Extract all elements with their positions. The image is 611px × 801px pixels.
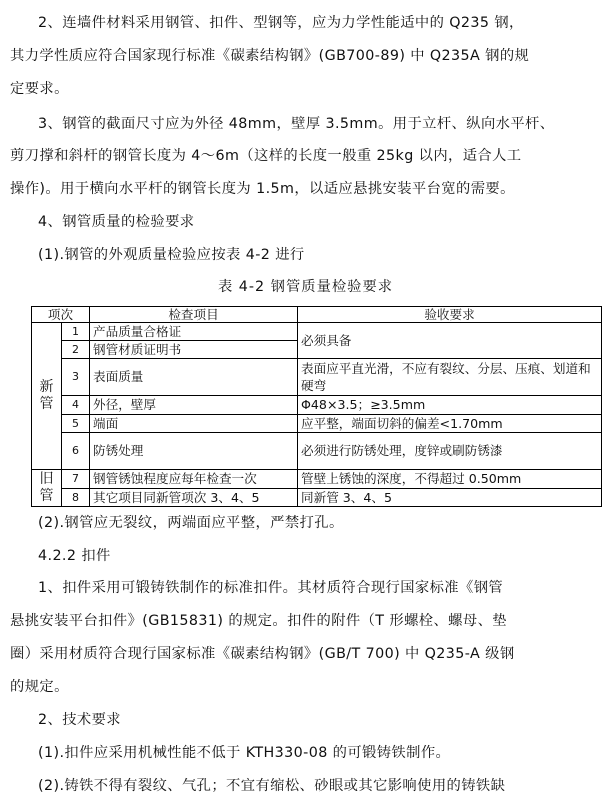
table-row xyxy=(32,359,602,396)
check-item: 端面 xyxy=(90,415,298,433)
table-row xyxy=(32,470,602,489)
section-1-line-4: 的规定。 xyxy=(10,679,69,695)
section-2-heading: 2、技术要求 xyxy=(38,712,121,728)
inspection-table xyxy=(31,306,602,507)
section-1-line-2: 悬挑安装平台扣件》(GB15831) 的规定。扣件的附件（T 形螺栓、螺母、垫 xyxy=(10,613,507,629)
row-number: 1 xyxy=(62,323,90,341)
paragraph-4-heading: 4、钢管质量的检验要求 xyxy=(38,214,195,230)
check-item: 其它项目同新管项次 3、4、5 xyxy=(90,489,298,507)
paragraph-2-line-2: 其力学性质应符合国家现行标准《碳素结构钢》(GB700-89) 中 Q235A 钢的规 xyxy=(10,48,530,64)
table-row xyxy=(32,433,602,470)
paragraph-4-item-2: (2).钢管应无裂纹，两端面应平整，严禁打孔。 xyxy=(38,515,344,531)
accept-requirement: 表面应平直光滑，不应有裂纹、分层、压痕、划道和硬弯 xyxy=(298,359,602,396)
row-number: 8 xyxy=(62,489,90,507)
paragraph-3-line-3: 操作)。用于横向水平杆的钢管长度为 1.5m，以适应悬挑安装平台宽的需要。 xyxy=(10,181,515,197)
row-number: 6 xyxy=(62,433,90,470)
accept-requirement: Φ48×3.5；≥3.5mm xyxy=(298,396,602,415)
accept-requirement: 必须进行防锈处理，度锌或刷防锈漆 xyxy=(298,433,602,470)
header-check: 检查项目 xyxy=(90,307,298,323)
row-number: 3 xyxy=(62,359,90,396)
accept-requirement: 管壁上锈蚀的深度，不得超过 0.50mm xyxy=(298,470,602,489)
section-2-item-2: (2).铸铁不得有裂纹、气孔；不宜有缩松、砂眼或其它影响使用的铸铁缺 xyxy=(38,778,506,794)
table-row xyxy=(32,323,602,341)
row-number: 4 xyxy=(62,396,90,415)
accept-requirement: 必须具备 xyxy=(298,323,602,359)
section-heading-4-2-2: 4.2.2 扣件 xyxy=(38,548,111,564)
row-number: 7 xyxy=(62,470,90,489)
check-item: 外径，壁厚 xyxy=(90,396,298,415)
section-1-line-3: 圈）采用材质符合现行国家标准《碳素结构钢》(GB/T 700) 中 Q235-A 级钢 xyxy=(10,646,515,662)
paragraph-2-line-3: 定要求。 xyxy=(10,81,69,97)
check-item: 钢管材质证明书 xyxy=(90,341,298,359)
table-row xyxy=(32,489,602,507)
header-item: 项次 xyxy=(32,307,90,323)
table-row xyxy=(32,396,602,415)
accept-requirement: 同新管 3、4、5 xyxy=(298,489,602,507)
row-number: 2 xyxy=(62,341,90,359)
table-header-row xyxy=(32,307,602,323)
paragraph-4-item-1: (1).钢管的外观质量检验应按表 4-2 进行 xyxy=(38,247,305,263)
header-accept: 验收要求 xyxy=(298,307,602,323)
table-row xyxy=(32,415,602,433)
check-item: 防锈处理 xyxy=(90,433,298,470)
group-old-pipe: 旧管 xyxy=(32,470,62,507)
paragraph-2-line-1: 2、连墙件材料采用钢管、扣件、型钢等，应为力学性能适中的 Q235 钢， xyxy=(38,15,524,31)
section-2-item-1: (1).扣件应采用机械性能不低于 KTH330-08 的可锻铸铁制作。 xyxy=(38,745,451,761)
table-caption: 表 4-2 钢管质量检验要求 xyxy=(217,279,394,295)
row-number: 5 xyxy=(62,415,90,433)
accept-requirement: 应平整，端面切斜的偏差<1.70mm xyxy=(298,415,602,433)
check-item: 钢管锈蚀程度应每年检查一次 xyxy=(90,470,298,489)
check-item: 产品质量合格证 xyxy=(90,323,298,341)
group-new-pipe: 新管 xyxy=(32,323,62,470)
paragraph-3-line-2: 剪刀撑和斜杆的钢管长度为 4～6m（这样的长度一般重 25kg 以内，适合人工 xyxy=(10,148,522,164)
check-item: 表面质量 xyxy=(90,359,298,396)
paragraph-3-line-1: 3、钢管的截面尺寸应为外径 48mm，壁厚 3.5mm。用于立杆、纵向水平杆、 xyxy=(38,116,555,132)
section-1-line-1: 1、扣件采用可锻铸铁制作的标准扣件。其材质符合现行国家标准《钢管 xyxy=(38,580,504,596)
